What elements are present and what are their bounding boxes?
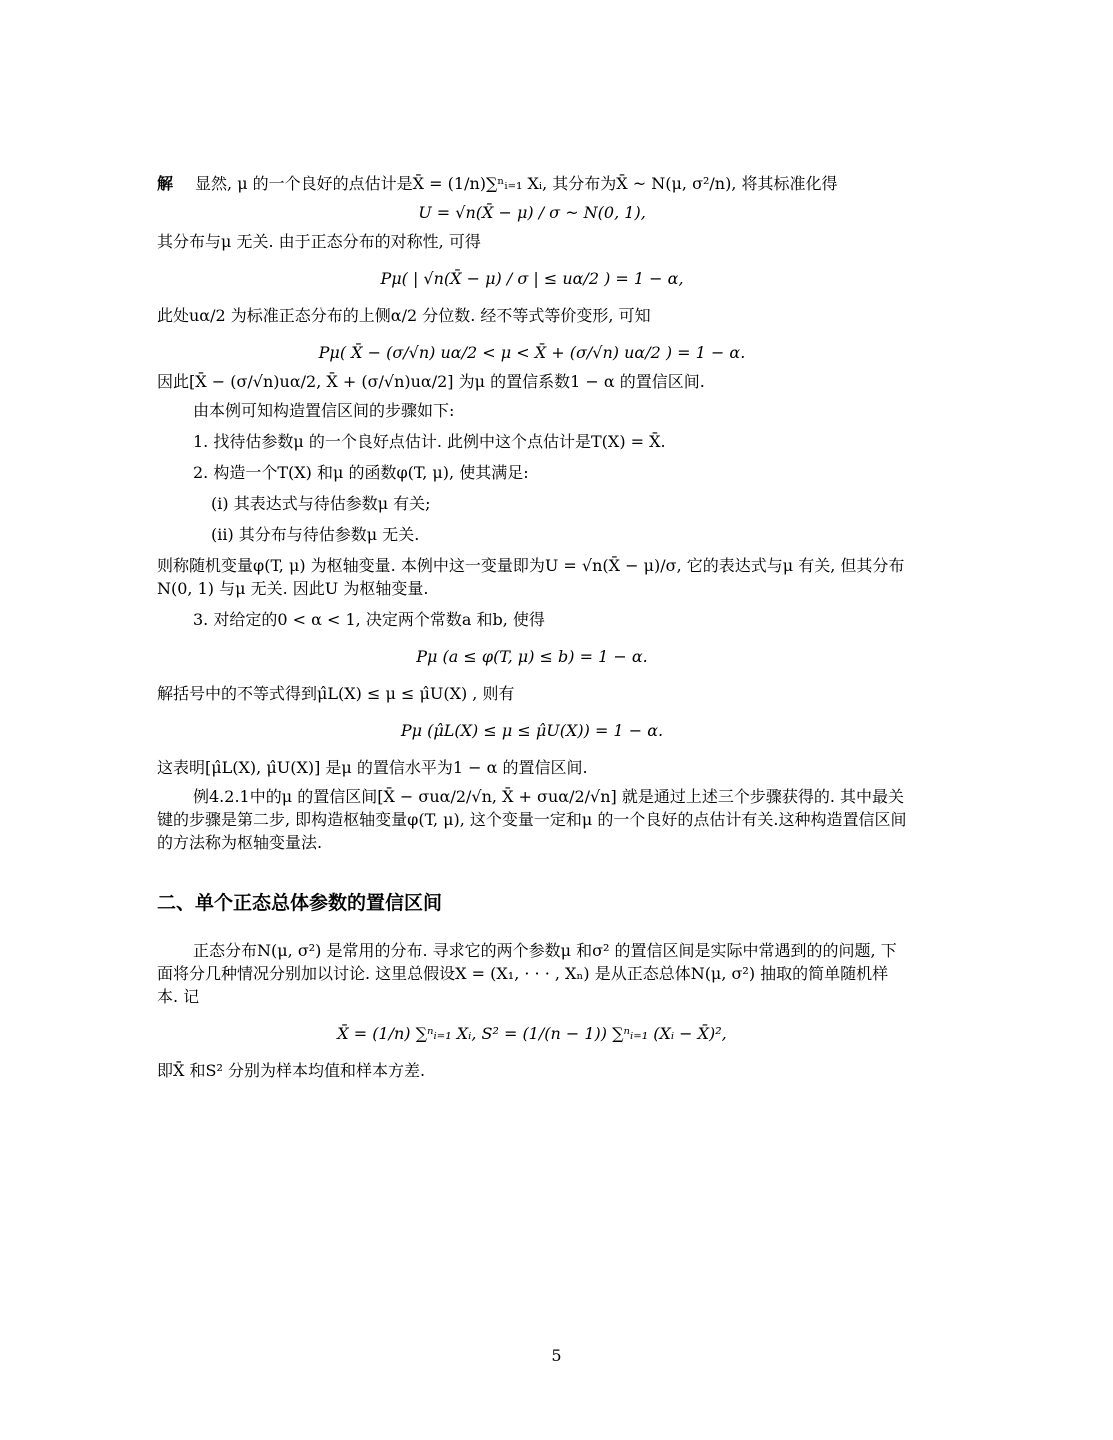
- section-heading: 二、单个正态总体参数的置信区间: [157, 892, 443, 914]
- paragraph-solve: 解括号中的不等式得到μ̂L(X) ≤ μ ≤ μ̂U(X) , 则有: [157, 684, 515, 703]
- step-1: 1. 找待估参数μ 的一个良好点估计. 此例中这个点估计是T(X) = X̄.: [193, 432, 666, 451]
- equation-prob-interval: Pμ( X̄ − (σ/√n) uα/2 < μ < X̄ + (σ/√n) uα/2 ) = 1 − α.: [318, 343, 746, 362]
- equation-prob-abs: Pμ( | √n(X̄ − μ) / σ | ≤ uα/2 ) = 1 − α,: [380, 269, 684, 288]
- paragraph-independence: 其分布与μ 无关. 由于正态分布的对称性, 可得: [157, 232, 481, 251]
- paragraph-pivot: 则称随机变量φ(T, μ) 为枢轴变量. 本例中这一变量即为U = √n(X̄ − μ)/σ, 它的表达式与μ 有关, 但其分布N(0, 1) 与μ 无关. 因此U 为枢轴变量.: [157, 556, 905, 598]
- page-content: [157, 172, 907, 1082]
- steps-list: [157, 430, 907, 546]
- equation-u: U = √n(X̄ − μ) / σ ~ N(0, 1),: [418, 203, 646, 222]
- paragraph-normal: 正态分布N(μ, σ²) 是常用的分布. 寻求它的两个参数μ 和σ² 的置信区间是实际中常遇到的的问题, 下面将分几种情况分别加以讨论. 这里总假设X = (X₁, · · · , Xₙ) 是从正态总体N(μ, σ²) 抽取的简单随机样本. 记: [157, 941, 897, 1006]
- solution-paragraph: [157, 172, 907, 195]
- equation-sample-stats: X̄ = (1/n) ∑ⁿᵢ₌₁ Xᵢ, S² = (1/(n − 1)) ∑ⁿᵢ₌₁ (Xᵢ − X̄)²,: [337, 1024, 727, 1043]
- paragraph-steps-intro: 由本例可知构造置信区间的步骤如下:: [193, 401, 455, 420]
- paragraph-ci: 因此[X̄ − (σ/√n)uα/2, X̄ + (σ/√n)uα/2] 为μ 的置信系数1 − α 的置信区间.: [157, 372, 705, 391]
- solution-label: 解: [157, 174, 174, 193]
- steps-list-2: [157, 608, 907, 631]
- step-2-sub-i: (i) 其表达式与待估参数μ 有关;: [211, 494, 431, 513]
- equation-ab: Pμ (a ≤ φ(T, μ) ≤ b) = 1 − α.: [416, 647, 648, 666]
- paragraph-example: 例4.2.1中的μ 的置信区间[X̄ − σuα/2/√n, X̄ + σuα/2/√n] 就是通过上述三个步骤获得的. 其中最关键的步骤是第二步, 即构造枢轴变量φ(T, μ), 这个变量一定和μ 的一个良好的点估计有关.这种构造置信区间的方法称为枢轴变量法.: [157, 787, 907, 852]
- paragraph-conclusion: 这表明[μ̂L(X), μ̂U(X)] 是μ 的置信水平为1 − α 的置信区间.: [157, 758, 588, 777]
- equation-hat: Pμ (μ̂L(X) ≤ μ ≤ μ̂U(X)) = 1 − α.: [400, 721, 664, 740]
- step-2: 2. 构造一个T(X) 和μ 的函数φ(T, μ), 使其满足:: [193, 463, 529, 482]
- solution-text: 显然, μ 的一个良好的点估计是X̄ = (1/n)∑ⁿᵢ₌₁ Xᵢ, 其分布为X̄ ~ N(μ, σ²/n), 将其标准化得: [195, 174, 838, 193]
- page-number: 5: [551, 1346, 562, 1365]
- paragraph-quantile: 此处uα/2 为标准正态分布的上侧α/2 分位数. 经不等式等价变形, 可知: [157, 306, 651, 325]
- step-3: 3. 对给定的0 < α < 1, 决定两个常数a 和b, 使得: [193, 610, 545, 629]
- step-2-sub-ii: (ii) 其分布与待估参数μ 无关.: [211, 525, 420, 544]
- paragraph-sample-def: 即X̄ 和S² 分别为样本均值和样本方差.: [157, 1061, 426, 1080]
